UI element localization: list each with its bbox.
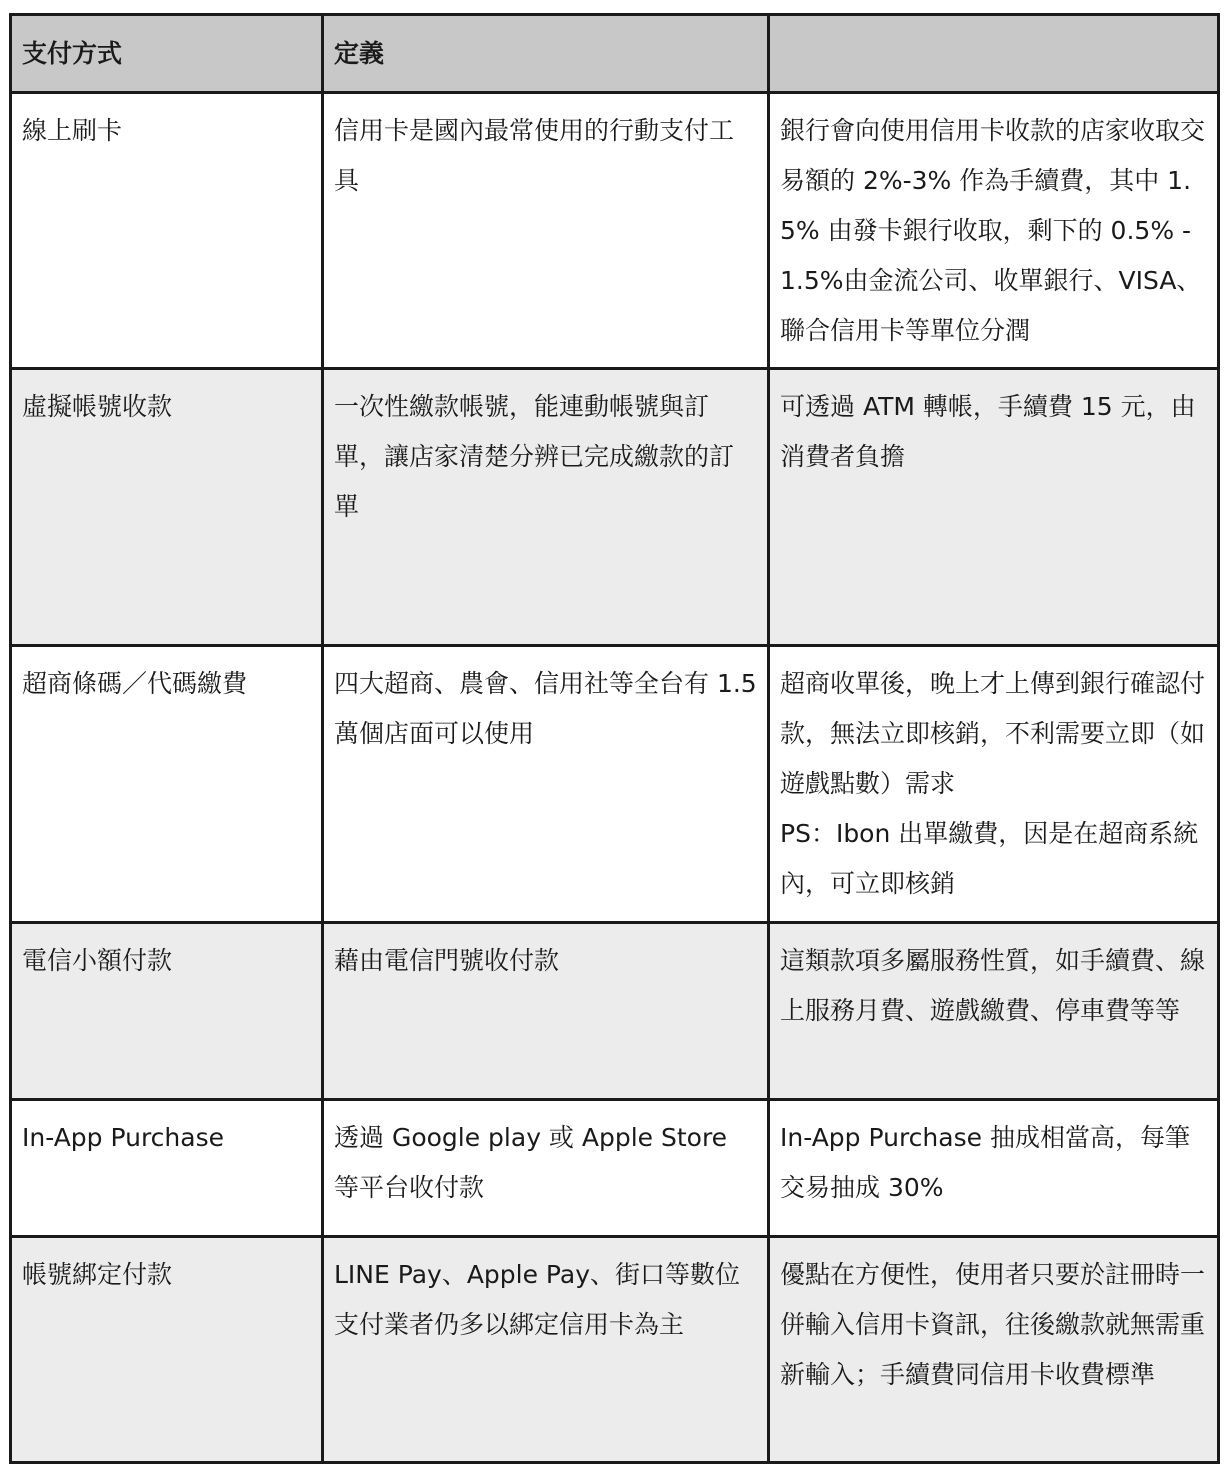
note-cell: 銀行會向使用信用卡收款的店家收取交易額的 2%-3% 作為手續費，其中 1.5% 由發卡銀行收取，剩下的 0.5% -1.5%由金流公司、收單銀行、VISA、聯合信用卡等單位分潤	[769, 93, 1219, 369]
definition-cell: 四大超商、農會、信用社等全台有 1.5 萬個店面可以使用	[323, 646, 769, 923]
table-row	[11, 93, 1219, 369]
table-row	[11, 923, 1219, 1100]
method-cell: 超商條碼／代碼繳費	[11, 646, 323, 923]
header-definition: 定義	[323, 15, 769, 93]
table-row	[11, 1100, 1219, 1237]
header-payment-method: 支付方式	[11, 15, 323, 93]
table-header-row	[11, 15, 1219, 93]
definition-cell: 藉由電信門號收付款	[323, 923, 769, 1100]
method-cell: 線上刷卡	[11, 93, 323, 369]
note-cell: 這類款項多屬服務性質，如手續費、線上服務月費、遊戲繳費、停車費等等	[769, 923, 1219, 1100]
note-cell: 可透過 ATM 轉帳，手續費 15 元，由消費者負擔	[769, 369, 1219, 646]
method-cell: 電信小額付款	[11, 923, 323, 1100]
table-row	[11, 646, 1219, 923]
definition-cell: 一次性繳款帳號，能連動帳號與訂單，讓店家清楚分辨已完成繳款的訂單	[323, 369, 769, 646]
method-cell: 帳號綁定付款	[11, 1237, 323, 1463]
note-cell: In-App Purchase 抽成相當高，每筆交易抽成 30%	[769, 1100, 1219, 1237]
note-cell: 優點在方便性，使用者只要於註冊時一併輸入信用卡資訊，往後繳款就無需重新輸入；手續費同信用卡收費標準	[769, 1237, 1219, 1463]
method-cell: 虛擬帳號收款	[11, 369, 323, 646]
method-cell: In-App Purchase	[11, 1100, 323, 1237]
header-note	[769, 15, 1219, 93]
note-cell: 超商收單後，晚上才上傳到銀行確認付款，無法立即核銷，不利需要立即（如遊戲點數）需求 PS：Ibon 出單繳費，因是在超商系統內，可立即核銷	[769, 646, 1219, 923]
table-row	[11, 1237, 1219, 1463]
definition-cell: 透過 Google play 或 Apple Store 等平台收付款	[323, 1100, 769, 1237]
definition-cell: LINE Pay、Apple Pay、街口等數位支付業者仍多以綁定信用卡為主	[323, 1237, 769, 1463]
payment-methods-table	[9, 13, 1220, 1464]
definition-cell: 信用卡是國內最常使用的行動支付工具	[323, 93, 769, 369]
table-row	[11, 369, 1219, 646]
